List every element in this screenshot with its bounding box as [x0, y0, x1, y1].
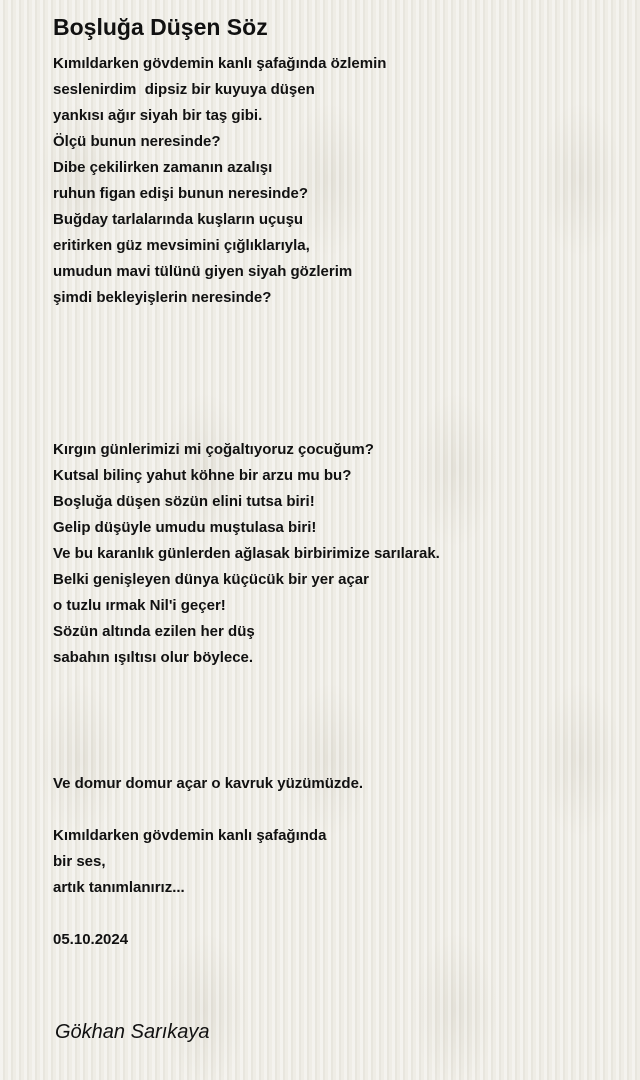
- poem-line: Ve domur domur açar o kavruk yüzümüzde.: [53, 775, 364, 792]
- poem-date-block: [53, 927, 128, 953]
- poem-line: Dibe çekilirken zamanın azalışı: [53, 159, 273, 176]
- poem-line: sabahın ışıltısı olur böylece.: [53, 649, 254, 666]
- poem-line: Kutsal bilinç yahut köhne bir arzu mu bu?: [53, 467, 352, 484]
- poem-title: Boşluğa Düşen Söz: [53, 14, 268, 40]
- poem-line: Belki genişleyen dünya küçücük bir yer açar: [53, 571, 369, 588]
- poem-line: seslenirdim dipsiz bir kuyuya düşen: [53, 81, 315, 98]
- poem-line: Buğday tarlalarında kuşların uçuşu: [53, 211, 304, 228]
- poem-line: Gelip düşüyle umudu muştulasa biri!: [53, 519, 317, 536]
- stanza-4: [53, 823, 326, 901]
- poem-line: eritirken güz mevsimini çığlıklarıyla,: [53, 237, 310, 254]
- poem-author: Gökhan Sarıkaya: [55, 1021, 210, 1043]
- poem-date: 05.10.2024: [53, 931, 129, 948]
- poem-line: Kırgın günlerimizi mi çoğaltıyoruz çocuğum?: [53, 441, 374, 458]
- poem-line: ruhun figan edişi bunun neresinde?: [53, 185, 309, 202]
- stanza-1: [53, 51, 386, 311]
- poem-line: artık tanımlanırız...: [53, 879, 185, 896]
- poem-line: Kımıldarken gövdemin kanlı şafağında: [53, 827, 327, 844]
- poem-line: Sözün altında ezilen her düş: [53, 623, 255, 640]
- stanza-3: [53, 771, 363, 797]
- poem-line: umudun mavi tülünü giyen siyah gözlerim: [53, 263, 353, 280]
- poem-line: Kımıldarken gövdemin kanlı şafağında özlemin: [53, 55, 387, 72]
- poem-line: Boşluğa düşen sözün elini tutsa biri!: [53, 493, 315, 510]
- poem-line: o tuzlu ırmak Nil'i geçer!: [53, 597, 226, 614]
- poem-line: bir ses,: [53, 853, 106, 870]
- stanza-2: [53, 437, 440, 671]
- poem-line: yankısı ağır siyah bir taş gibi.: [53, 107, 263, 124]
- poem-line: Ve bu karanlık günlerden ağlasak birbirimize sarılarak.: [53, 545, 440, 562]
- poem-line: şimdi bekleyişlerin neresinde?: [53, 289, 272, 306]
- poem-line: Ölçü bunun neresinde?: [53, 133, 221, 150]
